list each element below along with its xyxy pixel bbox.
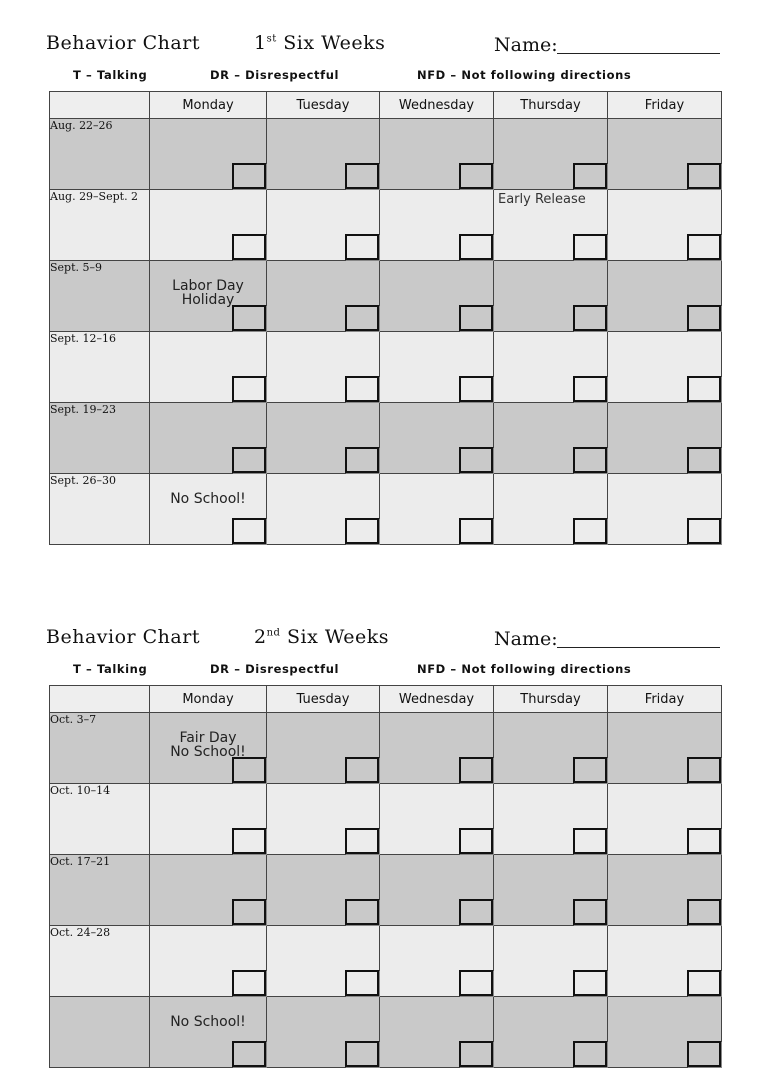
- behavior-checkbox[interactable]: [573, 376, 607, 402]
- column-header-thursday: Thursday: [494, 92, 608, 119]
- day-cell: [380, 474, 494, 545]
- behavior-checkbox[interactable]: [345, 376, 379, 402]
- day-cell: [267, 713, 380, 784]
- behavior-checkbox[interactable]: [345, 828, 379, 854]
- name-label: Name:: [494, 628, 558, 650]
- behavior-checkbox[interactable]: [345, 305, 379, 331]
- day-cell: [267, 190, 380, 261]
- day-cell: [380, 784, 494, 855]
- column-header-monday: Monday: [150, 686, 267, 713]
- behavior-checkbox[interactable]: [232, 305, 266, 331]
- week-label: Sept. 26–30: [50, 474, 150, 545]
- column-header-blank: [50, 686, 150, 713]
- period-label: [254, 32, 385, 54]
- day-cell: [267, 403, 380, 474]
- behavior-checkbox[interactable]: [687, 447, 721, 473]
- behavior-checkbox[interactable]: [345, 518, 379, 544]
- behavior-checkbox[interactable]: [232, 163, 266, 189]
- week-label: Sept. 12–16: [50, 332, 150, 403]
- day-cell: [608, 713, 722, 784]
- column-header-monday: Monday: [150, 92, 267, 119]
- day-cell: [494, 261, 608, 332]
- day-cell: [380, 403, 494, 474]
- day-note: Fair Day No School!: [170, 730, 246, 760]
- day-cell: [380, 713, 494, 784]
- legend-item: DR – Disrespectful: [210, 662, 340, 676]
- day-cell: [380, 332, 494, 403]
- day-cell: [608, 784, 722, 855]
- chart-title: Behavior Chart: [46, 626, 200, 648]
- legend-item: NFD – Not following directions: [417, 68, 632, 82]
- behavior-grid: [49, 91, 722, 545]
- legend-item: DR – Disrespectful: [210, 68, 340, 82]
- period-ordinal: st: [266, 33, 277, 45]
- day-cell: [494, 926, 608, 997]
- column-header-blank: [50, 92, 150, 119]
- behavior-checkbox[interactable]: [459, 163, 493, 189]
- day-cell: [267, 784, 380, 855]
- behavior-checkbox[interactable]: [687, 163, 721, 189]
- behavior-checkbox[interactable]: [459, 305, 493, 331]
- week-label: Oct. 3–7: [50, 713, 150, 784]
- behavior-checkbox[interactable]: [573, 1041, 607, 1067]
- behavior-checkbox[interactable]: [232, 757, 266, 783]
- behavior-checkbox[interactable]: [459, 757, 493, 783]
- behavior-checkbox[interactable]: [573, 163, 607, 189]
- header-row: [50, 686, 722, 713]
- day-note: No School!: [170, 491, 246, 507]
- behavior-checkbox[interactable]: [459, 447, 493, 473]
- day-cell: [608, 474, 722, 545]
- legend-item: T – Talking: [73, 662, 148, 676]
- behavior-checkbox[interactable]: [345, 1041, 379, 1067]
- day-cell: [494, 784, 608, 855]
- week-row: [50, 119, 722, 190]
- day-note: Early Release: [498, 192, 586, 207]
- behavior-checkbox[interactable]: [232, 970, 266, 996]
- behavior-checkbox[interactable]: [345, 757, 379, 783]
- name-input-line[interactable]: [557, 647, 720, 648]
- day-cell: [608, 926, 722, 997]
- period-number: 2: [254, 626, 267, 648]
- name-label: Name:: [494, 34, 558, 56]
- week-row: [50, 997, 722, 1068]
- behavior-checkbox[interactable]: [573, 234, 607, 260]
- week-label: Oct. 17–21: [50, 855, 150, 926]
- day-cell: [380, 926, 494, 997]
- week-label: Aug. 29–Sept. 2: [50, 190, 150, 261]
- header-row: [50, 92, 722, 119]
- chart-title: Behavior Chart: [46, 32, 200, 54]
- day-cell: [608, 997, 722, 1068]
- column-header-tuesday: Tuesday: [267, 92, 380, 119]
- week-row: [50, 403, 722, 474]
- behavior-checkbox[interactable]: [459, 234, 493, 260]
- week-label: Oct. 24–28: [50, 926, 150, 997]
- week-label: Aug. 22–26: [50, 119, 150, 190]
- week-label: [50, 997, 150, 1068]
- behavior-checkbox[interactable]: [232, 828, 266, 854]
- day-cell: [267, 474, 380, 545]
- behavior-checkbox[interactable]: [345, 970, 379, 996]
- day-cell: [494, 190, 608, 261]
- behavior-checkbox[interactable]: [687, 518, 721, 544]
- behavior-checkbox[interactable]: [687, 828, 721, 854]
- behavior-grid: [49, 685, 722, 1068]
- behavior-checkbox[interactable]: [232, 1041, 266, 1067]
- week-label: Oct. 10–14: [50, 784, 150, 855]
- behavior-checkbox[interactable]: [573, 899, 607, 925]
- day-cell: [150, 855, 267, 926]
- day-cell: [150, 784, 267, 855]
- day-cell: [267, 261, 380, 332]
- day-cell: [267, 855, 380, 926]
- day-cell: [380, 997, 494, 1068]
- behavior-checkbox[interactable]: [573, 518, 607, 544]
- week-row: [50, 713, 722, 784]
- legend-item: NFD – Not following directions: [417, 662, 632, 676]
- column-header-friday: Friday: [608, 92, 722, 119]
- day-cell: [150, 119, 267, 190]
- behavior-checkbox[interactable]: [687, 970, 721, 996]
- day-cell: [150, 926, 267, 997]
- behavior-checkbox[interactable]: [687, 376, 721, 402]
- behavior-checkbox[interactable]: [459, 1041, 493, 1067]
- behavior-checkbox[interactable]: [232, 899, 266, 925]
- behavior-checkbox[interactable]: [687, 305, 721, 331]
- behavior-checkbox[interactable]: [232, 234, 266, 260]
- period-number: 1: [254, 32, 267, 54]
- behavior-checkbox[interactable]: [573, 447, 607, 473]
- behavior-checkbox[interactable]: [573, 828, 607, 854]
- day-cell: [608, 403, 722, 474]
- day-cell: [150, 332, 267, 403]
- day-cell: [494, 997, 608, 1068]
- behavior-checkbox[interactable]: [345, 234, 379, 260]
- behavior-checkbox[interactable]: [459, 899, 493, 925]
- behavior-checkbox[interactable]: [232, 447, 266, 473]
- day-cell: [380, 119, 494, 190]
- day-note: No School!: [170, 1014, 246, 1030]
- behavior-checkbox[interactable]: [459, 828, 493, 854]
- day-cell: [150, 713, 267, 784]
- behavior-checkbox[interactable]: [459, 376, 493, 402]
- column-header-thursday: Thursday: [494, 686, 608, 713]
- day-cell: [494, 332, 608, 403]
- day-cell: [494, 403, 608, 474]
- week-row: [50, 926, 722, 997]
- day-cell: [150, 474, 267, 545]
- day-cell: [267, 119, 380, 190]
- day-cell: [380, 261, 494, 332]
- week-label: Sept. 5–9: [50, 261, 150, 332]
- day-cell: [150, 997, 267, 1068]
- week-row: [50, 855, 722, 926]
- day-note: Labor Day Holiday: [172, 278, 244, 308]
- column-header-wednesday: Wednesday: [380, 686, 494, 713]
- column-header-friday: Friday: [608, 686, 722, 713]
- name-input-line[interactable]: [557, 53, 720, 54]
- behavior-checkbox[interactable]: [459, 970, 493, 996]
- week-row: [50, 190, 722, 261]
- week-row: [50, 784, 722, 855]
- day-cell: [267, 997, 380, 1068]
- behavior-checkbox[interactable]: [687, 899, 721, 925]
- day-cell: [267, 332, 380, 403]
- week-row: [50, 332, 722, 403]
- day-cell: [494, 713, 608, 784]
- column-header-wednesday: Wednesday: [380, 92, 494, 119]
- day-cell: [267, 926, 380, 997]
- day-cell: [494, 855, 608, 926]
- week-label: Sept. 19–23: [50, 403, 150, 474]
- legend-item: T – Talking: [73, 68, 148, 82]
- behavior-checkbox[interactable]: [345, 163, 379, 189]
- week-row: [50, 474, 722, 545]
- day-cell: [608, 332, 722, 403]
- period-ordinal: nd: [266, 627, 281, 639]
- behavior-checkbox[interactable]: [687, 234, 721, 260]
- behavior-checkbox[interactable]: [573, 305, 607, 331]
- day-cell: [150, 403, 267, 474]
- behavior-checkbox[interactable]: [232, 376, 266, 402]
- behavior-checkbox[interactable]: [459, 518, 493, 544]
- column-header-tuesday: Tuesday: [267, 686, 380, 713]
- behavior-checkbox[interactable]: [345, 447, 379, 473]
- day-cell: [380, 855, 494, 926]
- day-cell: [608, 190, 722, 261]
- period-label: [254, 626, 389, 648]
- behavior-checkbox[interactable]: [573, 757, 607, 783]
- behavior-checkbox[interactable]: [573, 970, 607, 996]
- week-row: [50, 261, 722, 332]
- behavior-checkbox[interactable]: [687, 757, 721, 783]
- period-text: Six Weeks: [280, 626, 390, 648]
- day-cell: [150, 261, 267, 332]
- day-cell: [608, 119, 722, 190]
- day-cell: [494, 119, 608, 190]
- behavior-checkbox[interactable]: [232, 518, 266, 544]
- day-cell: [608, 855, 722, 926]
- day-cell: [380, 190, 494, 261]
- day-cell: [150, 190, 267, 261]
- behavior-checkbox[interactable]: [687, 1041, 721, 1067]
- period-text: Six Weeks: [276, 32, 386, 54]
- behavior-checkbox[interactable]: [345, 899, 379, 925]
- day-cell: [494, 474, 608, 545]
- day-cell: [608, 261, 722, 332]
